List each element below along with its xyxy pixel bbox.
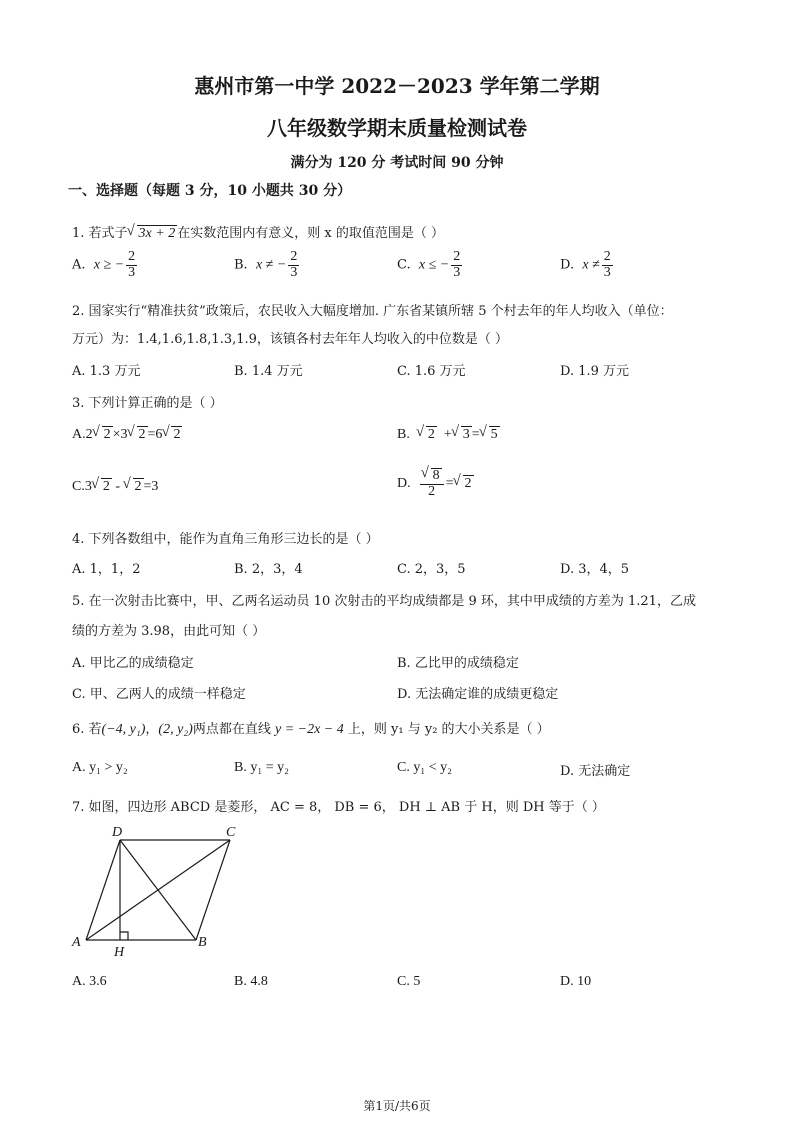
question-4-stem: 4. 下列各数组中，能作为直角三角形三边长的是（ ） — [72, 532, 379, 547]
radical-expression: √ 3x + 2 — [128, 225, 178, 242]
q2-option-a: A. 1.3 万元 — [72, 364, 141, 379]
q1-option-a: A. x ≥ − $\frac{2}{3}$ — [72, 249, 136, 280]
question-2-line-1: 2. 国家实行“精准扶贫”政策后，农民收入大幅度增加. 广东省某镇所辖 5 个村去年的年人均收入（单位： — [72, 304, 673, 319]
q7-option-b: B. 4.8 — [234, 974, 268, 989]
q6-option-d: D. 无法确定 — [560, 764, 631, 779]
q4-option-d: D. 3，4，5 — [560, 562, 630, 577]
q3-option-d: D. √ $\frac{8}{2}$ =√ 2 — [397, 468, 474, 499]
q5-option-a: A. 甲比乙的成绩稳定 — [72, 656, 194, 671]
exam-title: 惠州市第一中学 2022－2023 学年第二学期 — [194, 74, 600, 98]
section-heading: 一、选择题（每题 3 分，10 小题共 30 分） — [68, 183, 352, 199]
right-angle-mark — [120, 932, 128, 940]
q3-option-b: B. √ 2 +√ 3 =√ 5 — [397, 426, 500, 443]
label-b: B — [198, 935, 207, 950]
q2-option-b: B. 1.4 万元 — [234, 364, 303, 379]
label-c: C — [226, 825, 236, 840]
question-5-line-1: 5. 在一次射击比赛中，甲、乙两名运动员 10 次射击的平均成绩都是 9 环，其中甲成绩的方差为 1.21，乙成 — [72, 594, 696, 609]
edge-bc — [196, 840, 230, 940]
q4-option-b: B. 2，3，4 — [234, 562, 303, 577]
q4-option-a: A. 1，1，2 — [72, 562, 141, 577]
q6-option-a: A. y₁ > y₂ — [72, 760, 128, 775]
question-5-line-2: 绩的方差为 3.98，由此可知（ ） — [72, 624, 266, 639]
edge-da — [86, 840, 120, 940]
q7-option-a: A. 3.6 — [72, 974, 107, 989]
q1-option-c: C. x ≤ − $\frac{2}{3}$ — [397, 249, 461, 280]
q2-option-d: D. 1.9 万元 — [560, 364, 630, 379]
q7-option-c: C. 5 — [397, 974, 421, 989]
exam-info: 满分为 120 分 考试时间 90 分钟 — [290, 155, 504, 171]
q6-option-b: B. y₁ = y₂ — [234, 760, 289, 775]
question-1-stem: 1. 若式子√ 3x + 2 在实数范围内有意义，则 x 的取值范围是（ ） — [72, 222, 444, 242]
q3-option-a: A.2√ 2 ×3√ 2 =6√ 2 — [72, 426, 182, 443]
q3-option-c: C.3√ 2 - √ 2 =3 — [72, 478, 158, 495]
label-d: D — [112, 825, 123, 840]
q1-option-b: B. x ≠ − $\frac{2}{3}$ — [234, 249, 298, 280]
page-number: 第1页/共6页 — [363, 1099, 431, 1113]
rhombus-figure — [68, 822, 248, 962]
q5-option-c: C. 甲、乙两人的成绩一样稳定 — [72, 687, 246, 702]
question-2-line-2: 万元）为：1.4,1.6,1.8,1.3,1.9，该镇各村去年年人均收入的中位数是（ ） — [72, 332, 509, 347]
q4-option-c: C. 2，3，5 — [397, 562, 466, 577]
q2-option-c: C. 1.6 万元 — [397, 364, 466, 379]
label-a: A — [72, 935, 81, 950]
q5-option-d: D. 无法确定谁的成绩更稳定 — [397, 687, 559, 702]
q7-option-d: D. 10 — [560, 974, 592, 989]
q5-option-b: B. 乙比甲的成绩稳定 — [397, 656, 519, 671]
question-6-stem: 6. 若(−4, y₁)，(2, y₂)两点都在直线 y = −2x − 4 上，则 y₁ 与 y₂ 的大小关系是（ ） — [72, 722, 550, 737]
question-3-stem: 3. 下列计算正确的是（ ） — [72, 396, 223, 411]
question-7-stem: 7. 如图，四边形 ABCD 是菱形， AC = 8， DB = 6， DH ⊥ AB 于 H，则 DH 等于（ ） — [72, 800, 605, 815]
exam-subtitle: 八年级数学期末质量检测试卷 — [267, 116, 527, 140]
diagonal-db — [120, 840, 196, 940]
label-h: H — [114, 945, 125, 960]
q6-option-c: C. y₁ < y₂ — [397, 760, 452, 775]
q1-option-d: D. x ≠ $\frac{2}{3}$ — [560, 249, 611, 280]
